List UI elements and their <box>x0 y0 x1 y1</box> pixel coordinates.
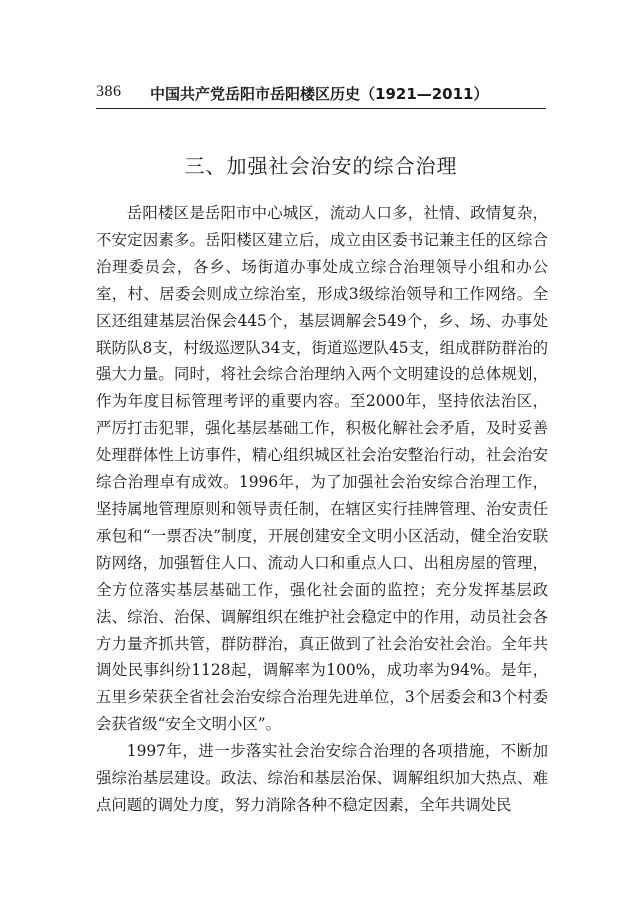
section-title: 三、加强社会治安的综合治理 <box>184 154 458 178</box>
page-header <box>96 80 546 108</box>
paragraph: 1997年，进一步落实社会治安综合治理的各项措施，不断加强综治基层建设。政法、综治和基层治保、调解组织加大热点、难点问题的调处力度，努力消除各种不稳定因素，全年共调处民 <box>96 742 548 814</box>
running-title: 中国共产党岳阳市岳阳楼区历史（1921—2011） <box>150 85 489 103</box>
header-rule <box>96 108 546 109</box>
body-text <box>96 200 548 819</box>
paragraph: 岳阳楼区是岳阳市中心城区，流动人口多，社情、政情复杂，不安定因素多。岳阳楼区建立后，成立由区委书记兼主任的区综合治理委员会，各乡、场街道办事处成立综合治理领导小组和办公室，村、居委会则成立综治室，形成3级综治领导和工作网络。全区还组建基层治保会445个，基层调解会549个，乡、场、办事处联防队8支，村级巡逻队34支，街道巡逻队45支，组成群防群治的强大力量。同时，将社会综合治理纳入两个文明建设的总体规划，作为年度目标管理考评的重要内容。至2000年，坚持依法治区，严厉打击犯罪，强化基层基础工作，积极化解社会矛盾，及时妥善处理群体性上访事件，精心组织城区社会治安整治行动，社会治安综合治理卓有成效。1996年，为了加强社会治安综合治理工作，坚持属地管理原则和领导责任制，在辖区实行挂牌管理、治安责任承包和“一票否决”制度，开展创建安全文明小区活动，健全治安联防网络，加强暂住人口、流动人口和重点人口、出租房屋的管理，全方位落实基层基础工作，强化社会面的监控；充分发挥基层政法、综治、治保、调解组织在维护社会稳定中的作用，动员社会各方力量齐抓共管，群防群治，真正做到了社会治安社会治。全年共调处民事纠纷1128起，调解率为100%，成功率为94%。是年，五里乡荣获全省社会治安综合治理先进单位，3个居委会和3个村委会获省级“安全文明小区”。 <box>96 204 548 734</box>
page-number: 386 <box>96 83 122 100</box>
